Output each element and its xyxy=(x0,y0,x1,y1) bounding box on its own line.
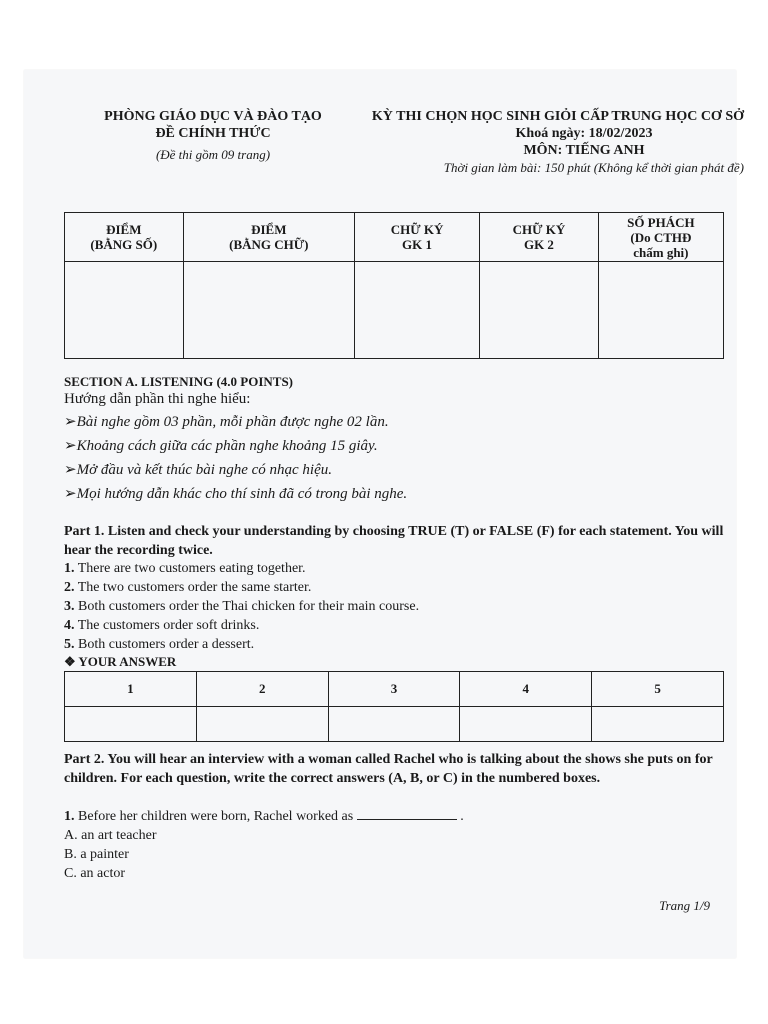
bullet-item: ➢ Bài nghe gồm 03 phần, mỗi phần được nghe 02 lần. xyxy=(64,410,407,434)
question-1: 1. Before her children were born, Rachel worked as . xyxy=(64,809,464,824)
answer-cell[interactable] xyxy=(196,707,328,742)
option-b: B. a painter xyxy=(64,847,129,862)
signature-gk1-header: CHỮ KÝ GK 1 xyxy=(354,213,479,262)
answer-col-header: 4 xyxy=(460,672,592,707)
answer-col-header: 5 xyxy=(592,672,724,707)
answer-cell[interactable] xyxy=(328,707,460,742)
bullet-item: ➢ Mọi hướng dẫn khác cho thí sinh đã có trong bài nghe. xyxy=(64,482,407,506)
subject: MÔN: TIẾNG ANH xyxy=(523,143,645,158)
answer-cell[interactable] xyxy=(460,707,592,742)
serial-number-cell[interactable] xyxy=(598,262,723,359)
statement-item: 5. Both customers order a dessert. xyxy=(64,637,255,652)
answer-col-header: 2 xyxy=(196,672,328,707)
bullet-item: ➢ Khoảng cách giữa các phần nghe khoảng 15 giây. xyxy=(64,434,407,458)
exam-title: KỲ THI CHỌN HỌC SINH GIỎI CẤP TRUNG HỌC CƠ SỞ xyxy=(371,109,744,124)
signature-gk1-cell[interactable] xyxy=(354,262,479,359)
score-table xyxy=(64,212,724,359)
instruction-bullets xyxy=(64,410,407,506)
answer-cell[interactable] xyxy=(592,707,724,742)
score-words-cell[interactable] xyxy=(183,262,354,359)
section-title: SECTION A. LISTENING (4.0 POINTS) xyxy=(64,374,293,389)
department-name: PHÒNG GIÁO DỤC VÀ ĐÀO TẠO xyxy=(104,109,322,124)
header-right xyxy=(324,108,744,176)
option-c: C. an actor xyxy=(64,866,126,881)
statement-item: 3. Both customers order the Thai chicken for their main course. xyxy=(64,599,420,614)
part2-question xyxy=(64,807,464,883)
bullet-item: ➢ Mở đầu và kết thúc bài nghe có nhạc hiệu. xyxy=(64,458,407,482)
page-number: Trang 1/9 xyxy=(659,898,710,913)
exam-page xyxy=(24,70,744,958)
serial-number-header: SỐ PHÁCH (Do CTHĐ chấm ghi) xyxy=(598,213,723,262)
part1-instruction: Part 1. Listen and check your understanding by choosing TRUE (T) or FALSE (F) for each statement. You will hear the recording twice. xyxy=(64,524,724,558)
signature-gk2-cell[interactable] xyxy=(480,262,599,359)
instructions-heading: Hướng dẫn phần thi nghe hiểu: xyxy=(64,391,251,407)
pages-note: (Đề thi gồm 09 trang) xyxy=(155,147,271,162)
part1-statements xyxy=(64,559,419,654)
part2-instruction: Part 2. You will hear an interview with a woman called Rachel who is talking about the shows she puts on for children. For each question, write the correct answers (A, B, or C) in the numbered boxes. xyxy=(64,752,713,786)
header-left xyxy=(88,108,338,163)
official-label: ĐỀ CHÍNH THỨC xyxy=(155,126,271,141)
time-note: Thời gian làm bài: 150 phút (Không kể thời gian phát đề) xyxy=(443,160,744,175)
signature-gk2-header: CHỮ KÝ GK 2 xyxy=(480,213,599,262)
score-number-cell[interactable] xyxy=(65,262,184,359)
statement-item: 1. There are two customers eating together. xyxy=(64,561,306,576)
answer-cell[interactable] xyxy=(65,707,197,742)
statement-item: 4. The customers order soft drinks. xyxy=(64,618,260,633)
your-answer-label: ❖ YOUR ANSWER xyxy=(64,654,177,669)
answer-table xyxy=(64,671,724,742)
answer-blank[interactable] xyxy=(357,807,457,820)
answer-col-header: 1 xyxy=(65,672,197,707)
statement-item: 2. The two customers order the same starter. xyxy=(64,580,312,595)
answer-col-header: 3 xyxy=(328,672,460,707)
exam-date: Khoá ngày: 18/02/2023 xyxy=(515,126,653,141)
option-a: A. an art teacher xyxy=(64,828,157,843)
score-words-header: ĐIỂM (BẰNG CHỮ) xyxy=(183,213,354,262)
score-number-header: ĐIỂM (BẰNG SỐ) xyxy=(65,213,184,262)
